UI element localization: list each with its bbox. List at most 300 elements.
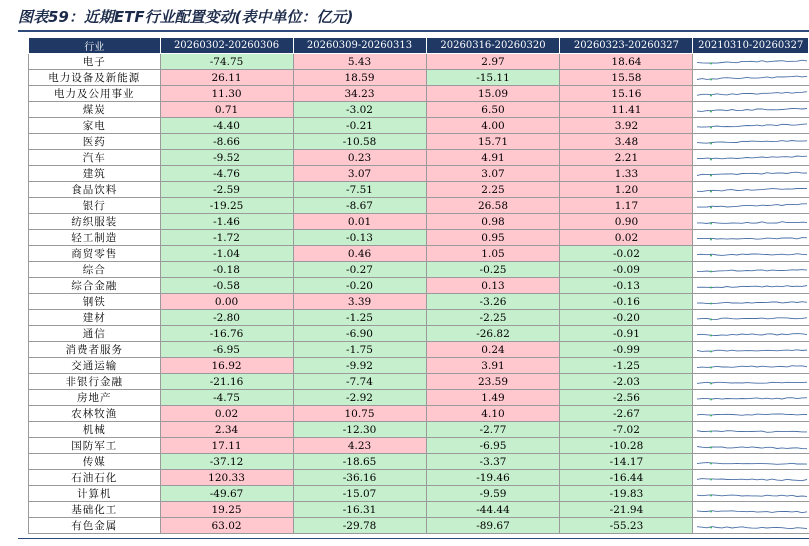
trend-sparkline-cell	[693, 502, 809, 518]
flow-value-cell: 0.00	[160, 294, 293, 310]
table-row	[29, 326, 809, 342]
table-row	[29, 262, 809, 278]
header-week-3: 20260316-20260320	[426, 38, 560, 54]
sparkline-marker	[710, 319, 712, 321]
sparkline-marker	[710, 479, 712, 481]
flow-value-cell: -0.02	[560, 246, 693, 262]
industry-name: 钢铁	[29, 294, 161, 310]
sparkline-path	[697, 270, 807, 272]
flow-value-cell: 26.11	[160, 70, 293, 86]
trend-sparkline-cell	[693, 470, 809, 486]
sparkline-path	[697, 254, 807, 256]
trend-sparkline	[693, 198, 808, 213]
flow-value-cell: -12.30	[293, 422, 426, 438]
flow-value-cell: 0.02	[160, 406, 293, 422]
trend-sparkline	[693, 182, 808, 197]
header-row	[29, 38, 809, 54]
flow-value-cell: 26.58	[426, 198, 560, 214]
flow-value-cell: -2.59	[160, 182, 293, 198]
flow-value-cell: -7.02	[560, 422, 693, 438]
trend-sparkline	[693, 262, 808, 277]
flow-value-cell: -19.83	[560, 486, 693, 502]
trend-sparkline-cell	[693, 166, 809, 182]
trend-sparkline-cell	[693, 86, 809, 102]
table-row	[29, 70, 809, 86]
flow-value-cell: -4.40	[160, 118, 293, 134]
sparkline-marker	[710, 431, 712, 433]
sparkline-path	[697, 109, 807, 112]
sparkline-marker	[710, 367, 712, 369]
flow-value-cell: 4.10	[426, 406, 560, 422]
trend-sparkline-cell	[693, 70, 809, 86]
trend-sparkline	[693, 422, 808, 437]
flow-value-cell: 0.01	[293, 214, 426, 230]
trend-sparkline	[693, 54, 808, 69]
sparkline-marker	[710, 399, 712, 401]
table-row	[29, 182, 809, 198]
etf-allocation-table	[28, 37, 809, 534]
industry-name: 交通运输	[29, 358, 161, 374]
flow-value-cell: -6.95	[160, 342, 293, 358]
flow-value-cell: 4.00	[426, 118, 560, 134]
trend-sparkline	[693, 502, 808, 517]
flow-value-cell: 0.23	[293, 150, 426, 166]
flow-value-cell: 63.02	[160, 518, 293, 534]
flow-value-cell: 15.58	[560, 70, 693, 86]
table-row	[29, 102, 809, 118]
industry-name: 电子	[29, 54, 161, 70]
trend-sparkline-cell	[693, 182, 809, 198]
industry-name: 计算机	[29, 486, 161, 502]
header-trend: 20210310-20260327	[693, 38, 809, 54]
trend-sparkline	[693, 278, 808, 293]
flow-value-cell: 11.41	[560, 102, 693, 118]
sparkline-path	[697, 172, 807, 175]
trend-sparkline	[693, 358, 808, 373]
sparkline-path	[697, 238, 807, 240]
trend-sparkline	[693, 150, 808, 165]
flow-value-cell: 16.92	[160, 358, 293, 374]
trend-sparkline	[693, 374, 808, 389]
trend-sparkline	[693, 470, 808, 485]
flow-value-cell: -3.02	[293, 102, 426, 118]
flow-value-cell: -0.20	[293, 278, 426, 294]
flow-value-cell: 18.59	[293, 70, 426, 86]
sparkline-path	[697, 495, 807, 497]
table-row	[29, 502, 809, 518]
flow-value-cell: 3.07	[293, 166, 426, 182]
sparkline-path	[697, 188, 807, 191]
industry-name: 传媒	[29, 454, 161, 470]
sparkline-marker	[710, 287, 712, 289]
trend-sparkline	[693, 486, 808, 501]
flow-value-cell: -37.12	[160, 454, 293, 470]
flow-value-cell: 6.50	[426, 102, 560, 118]
industry-name: 汽车	[29, 150, 161, 166]
flow-value-cell: -14.17	[560, 454, 693, 470]
table-row	[29, 470, 809, 486]
sparkline-path	[697, 156, 807, 159]
flow-value-cell: -0.58	[160, 278, 293, 294]
flow-value-cell: -8.66	[160, 134, 293, 150]
table-row	[29, 406, 809, 422]
flow-value-cell: -16.76	[160, 326, 293, 342]
flow-value-cell: -0.25	[426, 262, 560, 278]
header-week-4: 20260323-20260327	[560, 38, 693, 54]
flow-value-cell: -21.94	[560, 502, 693, 518]
flow-value-cell: 120.33	[160, 470, 293, 486]
trend-sparkline-cell	[693, 454, 809, 470]
sparkline-marker	[710, 271, 712, 273]
flow-value-cell: -2.56	[560, 390, 693, 406]
sparkline-marker	[710, 239, 712, 241]
industry-name: 国防军工	[29, 438, 161, 454]
trend-sparkline-cell	[693, 326, 809, 342]
flow-value-cell: -0.09	[560, 262, 693, 278]
trend-sparkline-cell	[693, 374, 809, 390]
flow-value-cell: 1.17	[560, 198, 693, 214]
flow-value-cell: -1.75	[293, 342, 426, 358]
flow-value-cell: -1.72	[160, 230, 293, 246]
industry-name: 非银行金融	[29, 374, 161, 390]
flow-value-cell: -0.21	[293, 118, 426, 134]
industry-name: 机械	[29, 422, 161, 438]
flow-value-cell: 17.11	[160, 438, 293, 454]
table-row	[29, 166, 809, 182]
flow-value-cell: -0.13	[293, 230, 426, 246]
flow-value-cell: 0.90	[560, 214, 693, 230]
sparkline-path	[697, 398, 807, 399]
flow-value-cell: 0.95	[426, 230, 560, 246]
flow-value-cell: 1.33	[560, 166, 693, 182]
sparkline-path	[697, 60, 807, 63]
trend-sparkline	[693, 294, 808, 309]
flow-value-cell: -15.11	[426, 70, 560, 86]
table-row	[29, 118, 809, 134]
flow-value-cell: -1.25	[293, 310, 426, 326]
flow-value-cell: -4.75	[160, 390, 293, 406]
table-row	[29, 54, 809, 70]
sparkline-marker	[710, 527, 712, 529]
flow-value-cell: 18.64	[560, 54, 693, 70]
sparkline-path	[697, 204, 807, 207]
trend-sparkline	[693, 134, 808, 149]
flow-value-cell: -7.74	[293, 374, 426, 390]
flow-value-cell: -7.51	[293, 182, 426, 198]
flow-value-cell: -29.78	[293, 518, 426, 534]
flow-value-cell: 10.75	[293, 406, 426, 422]
flow-value-cell: -21.16	[160, 374, 293, 390]
industry-name: 消费者服务	[29, 342, 161, 358]
trend-sparkline-cell	[693, 486, 809, 502]
table-row	[29, 246, 809, 262]
sparkline-marker	[710, 303, 712, 305]
flow-value-cell: -2.67	[560, 406, 693, 422]
industry-name: 通信	[29, 326, 161, 342]
flow-value-cell: -3.37	[426, 454, 560, 470]
flow-value-cell: -3.26	[426, 294, 560, 310]
trend-sparkline	[693, 70, 808, 85]
trend-sparkline	[693, 326, 808, 341]
table-row	[29, 390, 809, 406]
flow-value-cell: 15.71	[426, 134, 560, 150]
trend-sparkline-cell	[693, 54, 809, 70]
trend-sparkline	[693, 86, 808, 101]
sparkline-marker	[710, 351, 712, 353]
industry-name: 建筑	[29, 166, 161, 182]
industry-name: 基础化工	[29, 502, 161, 518]
trend-sparkline-cell	[693, 102, 809, 118]
flow-value-cell: 5.43	[293, 54, 426, 70]
sparkline-path	[697, 527, 807, 529]
flow-value-cell: -1.25	[560, 358, 693, 374]
industry-name: 综合金融	[29, 278, 161, 294]
flow-value-cell: 0.98	[426, 214, 560, 230]
flow-value-cell: -0.13	[560, 278, 693, 294]
trend-sparkline-cell	[693, 262, 809, 278]
trend-sparkline	[693, 518, 808, 533]
trend-sparkline	[693, 230, 808, 245]
industry-name: 煤炭	[29, 102, 161, 118]
flow-value-cell: 0.71	[160, 102, 293, 118]
flow-value-cell: 2.97	[426, 54, 560, 70]
flow-value-cell: -16.44	[560, 470, 693, 486]
flow-value-cell: -9.52	[160, 150, 293, 166]
industry-name: 农林牧渔	[29, 406, 161, 422]
flow-value-cell: -9.92	[293, 358, 426, 374]
trend-sparkline-cell	[693, 310, 809, 326]
flow-value-cell: 11.30	[160, 86, 293, 102]
trend-sparkline-cell	[693, 294, 809, 310]
sparkline-path	[697, 222, 807, 224]
trend-sparkline	[693, 342, 808, 357]
sparkline-path	[697, 511, 807, 513]
table-row	[29, 150, 809, 166]
flow-value-cell: -6.90	[293, 326, 426, 342]
flow-value-cell: -49.67	[160, 486, 293, 502]
trend-sparkline	[693, 246, 808, 261]
sparkline-marker	[710, 207, 712, 209]
sparkline-path	[697, 302, 807, 304]
bottom-rule	[18, 538, 809, 539]
industry-name: 轻工制造	[29, 230, 161, 246]
table-row	[29, 358, 809, 374]
flow-value-cell: -26.82	[426, 326, 560, 342]
flow-value-cell: 0.13	[426, 278, 560, 294]
sparkline-marker	[710, 495, 712, 497]
flow-value-cell: -10.28	[560, 438, 693, 454]
industry-name: 建材	[29, 310, 161, 326]
flow-value-cell: -8.67	[293, 198, 426, 214]
trend-sparkline	[693, 438, 808, 453]
sparkline-path	[697, 92, 807, 96]
flow-value-cell: -10.58	[293, 134, 426, 150]
sparkline-marker	[710, 511, 712, 513]
trend-sparkline-cell	[693, 214, 809, 230]
table-row	[29, 230, 809, 246]
trend-sparkline-cell	[693, 134, 809, 150]
table-row	[29, 278, 809, 294]
flow-value-cell: -36.16	[293, 470, 426, 486]
table-row	[29, 454, 809, 470]
header-industry: 行业	[29, 38, 161, 54]
sparkline-marker	[710, 111, 712, 113]
top-rule	[18, 30, 809, 32]
sparkline-path	[697, 141, 807, 144]
sparkline-path	[697, 318, 807, 320]
flow-value-cell: -2.92	[293, 390, 426, 406]
table-row	[29, 422, 809, 438]
table-body	[29, 54, 809, 534]
trend-sparkline	[693, 118, 808, 133]
industry-name: 银行	[29, 198, 161, 214]
flow-value-cell: -1.04	[160, 246, 293, 262]
trend-sparkline-cell	[693, 246, 809, 262]
flow-value-cell: -2.25	[426, 310, 560, 326]
figure-title: 图表59：近期ETF行业配置变动(表中单位：亿元)	[18, 8, 354, 26]
table-row	[29, 134, 809, 150]
flow-value-cell: 4.91	[426, 150, 560, 166]
flow-value-cell: -15.07	[293, 486, 426, 502]
sparkline-marker	[710, 191, 712, 193]
flow-value-cell: -0.91	[560, 326, 693, 342]
flow-value-cell: -0.99	[560, 342, 693, 358]
sparkline-marker	[710, 335, 712, 337]
flow-value-cell: -2.80	[160, 310, 293, 326]
trend-sparkline-cell	[693, 150, 809, 166]
sparkline-marker	[710, 159, 712, 161]
sparkline-path	[697, 286, 807, 288]
flow-value-cell: -1.46	[160, 214, 293, 230]
flow-value-cell: -89.67	[426, 518, 560, 534]
trend-sparkline-cell	[693, 230, 809, 246]
sparkline-marker	[710, 63, 712, 65]
sparkline-path	[697, 334, 807, 336]
trend-sparkline	[693, 166, 808, 181]
trend-sparkline-cell	[693, 422, 809, 438]
flow-value-cell: -16.31	[293, 502, 426, 518]
sparkline-path	[697, 431, 807, 433]
trend-sparkline-cell	[693, 358, 809, 374]
trend-sparkline	[693, 406, 808, 421]
flow-value-cell: 1.49	[426, 390, 560, 406]
flow-value-cell: 0.02	[560, 230, 693, 246]
flow-value-cell: -19.25	[160, 198, 293, 214]
trend-sparkline-cell	[693, 198, 809, 214]
trend-sparkline	[693, 310, 808, 325]
sparkline-path	[697, 76, 807, 79]
flow-value-cell: 0.46	[293, 246, 426, 262]
table-row	[29, 518, 809, 534]
trend-sparkline-cell	[693, 278, 809, 294]
table-row	[29, 374, 809, 390]
sparkline-marker	[710, 463, 712, 465]
flow-value-cell: -0.27	[293, 262, 426, 278]
table-row	[29, 294, 809, 310]
sparkline-path	[697, 366, 807, 368]
flow-value-cell: 34.23	[293, 86, 426, 102]
trend-sparkline	[693, 102, 808, 117]
sparkline-marker	[710, 415, 712, 417]
flow-value-cell: 3.39	[293, 294, 426, 310]
sparkline-marker	[710, 143, 712, 145]
table-row	[29, 438, 809, 454]
sparkline-marker	[710, 383, 712, 385]
trend-sparkline-cell	[693, 342, 809, 358]
flow-value-cell: -18.65	[293, 454, 426, 470]
industry-name: 纺织服装	[29, 214, 161, 230]
flow-value-cell: -55.23	[560, 518, 693, 534]
sparkline-marker	[710, 95, 712, 97]
sparkline-path	[697, 479, 807, 481]
header-week-1: 20260302-20260306	[160, 38, 293, 54]
sparkline-marker	[710, 223, 712, 225]
flow-value-cell: -2.03	[560, 374, 693, 390]
flow-value-cell: -74.75	[160, 54, 293, 70]
flow-value-cell: -44.44	[426, 502, 560, 518]
sparkline-path	[697, 414, 807, 415]
flow-value-cell: -0.18	[160, 262, 293, 278]
industry-name: 综合	[29, 262, 161, 278]
table-row	[29, 198, 809, 214]
sparkline-path	[697, 350, 807, 352]
industry-name: 食品饮料	[29, 182, 161, 198]
sparkline-marker	[710, 79, 712, 81]
industry-name: 医药	[29, 134, 161, 150]
table-row	[29, 342, 809, 358]
flow-value-cell: -19.46	[426, 470, 560, 486]
flow-value-cell: 1.20	[560, 182, 693, 198]
industry-name: 电力设备及新能源	[29, 70, 161, 86]
table-row	[29, 486, 809, 502]
sparkline-marker	[710, 255, 712, 257]
industry-name: 电力及公用事业	[29, 86, 161, 102]
flow-value-cell: 2.25	[426, 182, 560, 198]
flow-value-cell: -4.76	[160, 166, 293, 182]
flow-value-cell: 23.59	[426, 374, 560, 390]
industry-name: 石油石化	[29, 470, 161, 486]
flow-value-cell: 3.91	[426, 358, 560, 374]
trend-sparkline-cell	[693, 518, 809, 534]
sparkline-path	[697, 447, 807, 449]
flow-value-cell: 0.24	[426, 342, 560, 358]
flow-value-cell: -0.20	[560, 310, 693, 326]
industry-name: 有色金属	[29, 518, 161, 534]
flow-value-cell: 3.48	[560, 134, 693, 150]
flow-value-cell: 3.07	[426, 166, 560, 182]
industry-name: 家电	[29, 118, 161, 134]
industry-name: 商贸零售	[29, 246, 161, 262]
table-row	[29, 86, 809, 102]
flow-value-cell: 1.05	[426, 246, 560, 262]
flow-value-cell: 15.09	[426, 86, 560, 102]
trend-sparkline	[693, 454, 808, 469]
trend-sparkline-cell	[693, 118, 809, 134]
flow-value-cell: -2.77	[426, 422, 560, 438]
trend-sparkline-cell	[693, 390, 809, 406]
flow-value-cell: -0.16	[560, 294, 693, 310]
flow-value-cell: -9.59	[426, 486, 560, 502]
sparkline-marker	[710, 447, 712, 449]
sparkline-marker	[710, 175, 712, 177]
table-row	[29, 214, 809, 230]
flow-value-cell: -6.95	[426, 438, 560, 454]
flow-value-cell: 15.16	[560, 86, 693, 102]
flow-value-cell: 2.34	[160, 422, 293, 438]
header-week-2: 20260309-20260313	[293, 38, 426, 54]
sparkline-path	[697, 382, 807, 383]
trend-sparkline-cell	[693, 406, 809, 422]
